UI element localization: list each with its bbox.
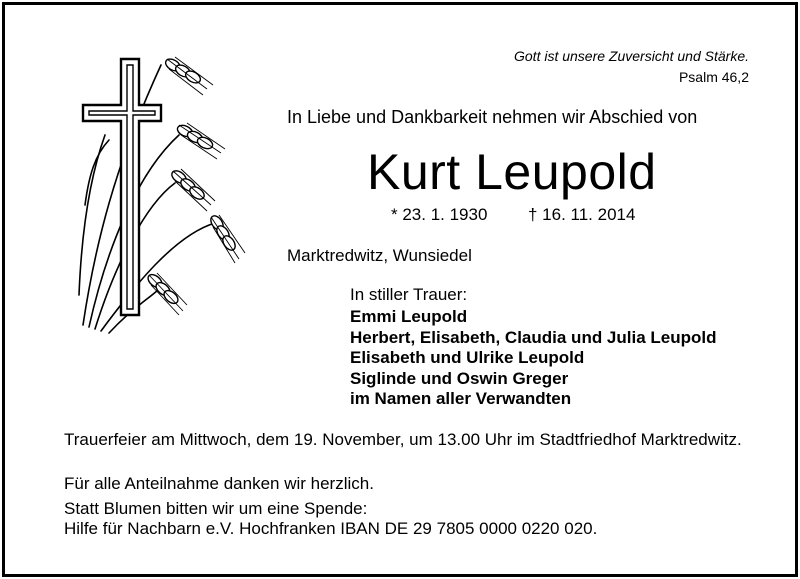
wheat-ear (176, 123, 225, 159)
mourner-line: im Namen aller Verwandten (350, 389, 572, 408)
thanks-text: Für alle Anteilnahme danken wir herzlich. (64, 474, 374, 493)
mourner-line: Siglinde und Oswin Greger (350, 368, 569, 388)
intro-text: In Liebe und Dankbarkeit nehmen wir Abschied von (287, 107, 698, 127)
donation-request: Statt Blumen bitten wir um eine Spende: (64, 499, 368, 518)
place-of-residence: Marktredwitz, Wunsiedel (287, 246, 472, 265)
funeral-service-info: Trauerfeier am Mittwoch, dem 19. November, um 13.00 Uhr im Stadtfriedhof Marktredwitz. (64, 430, 742, 449)
donation-info (64, 499, 597, 539)
obituary-frame (2, 2, 798, 577)
birth-date: * 23. 1. 1930 (391, 205, 488, 224)
donation-account: Hilfe für Nachbarn e.V. Hochfranken IBAN DE 29 7805 0000 0220 020. (64, 519, 598, 538)
wheat-ear (208, 214, 245, 263)
wheat-ear (146, 272, 187, 315)
mourner-line: Elisabeth und Ulrike Leupold (350, 348, 585, 367)
cross-with-wheat-icon (75, 45, 255, 345)
mourner-line: Emmi Leupold (350, 307, 468, 326)
deceased-name: Kurt Leupold (367, 144, 657, 200)
wheat-ear (164, 57, 213, 95)
bible-quote: Gott ist unsere Zuversicht und Stärke. (514, 48, 749, 64)
death-date: † 16. 11. 2014 (528, 205, 636, 224)
wheat-ear (170, 168, 215, 211)
mourner-line: Herbert, Elisabeth, Claudia und Julia Leupold (350, 327, 717, 347)
bible-reference: Psalm 46,2 (678, 69, 749, 85)
mourners-list (350, 307, 717, 410)
mourners-label: In stiller Trauer: (350, 285, 468, 304)
